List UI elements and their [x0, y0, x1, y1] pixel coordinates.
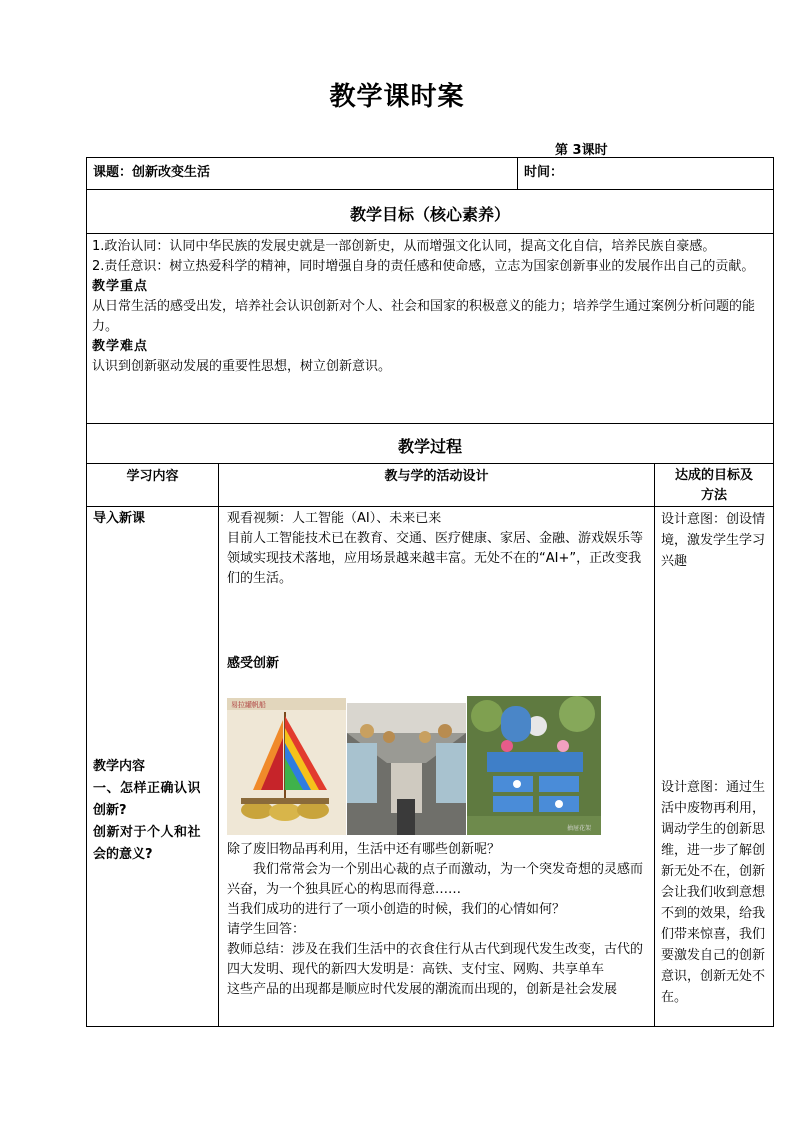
- col-header-content: [86, 463, 219, 507]
- col-header-activity: [218, 463, 655, 507]
- can-sailboat-photo: [227, 698, 346, 835]
- paragraph-5: 教师总结：涉及在我们生活中的衣食住行从古代到现代发生改变，古代的四大发明、现代的新四大发明是：高铁、支付宝、网购、共享单车: [227, 942, 644, 977]
- feel-innovation-heading: 感受创新: [227, 656, 280, 671]
- col-header-content-label: 学习内容: [126, 469, 179, 484]
- activity-video: 观看视频：人工智能（AI）、未来已来: [227, 511, 442, 526]
- bus-planters-photo: [347, 703, 466, 835]
- content-question-2: 创新?: [93, 803, 127, 818]
- topic-label: 课题：创新改变生活: [93, 165, 211, 180]
- activity-ai-text: 目前人工智能技术已在教育、交通、医疗健康、家居、金融、游戏娱乐等领域实现技术落地，应用场景越来越丰富。无处不在的“AI+”，正改变我们的生活。: [227, 531, 644, 586]
- drawer-flower-stand-photo: [467, 696, 601, 835]
- paragraph-4: 请学生回答：: [227, 922, 306, 937]
- content-question-4: 会的意义?: [93, 847, 153, 862]
- key-point-text: 从日常生活的感受出发，培养社会认识创新对个人、社会和国家的积极意义的能力；培养学生通过案例分析问题的能力。: [92, 299, 756, 334]
- paragraph-3: 当我们成功的进行了一项小创造的时候，我们的心情如何？: [227, 902, 566, 917]
- objectives-heading: 教学目标（核心素养）: [349, 205, 510, 224]
- col-header-goal-line1: 达成的目标及: [674, 468, 753, 483]
- col-header-goal-line2: 方法: [700, 488, 727, 503]
- time-label: 时间：: [524, 165, 564, 180]
- col-header-goal: [654, 463, 774, 507]
- difficulty-heading: 教学难点: [92, 339, 149, 354]
- objective-item-2: 2.责任意识：树立热爱科学的精神，同时增强自身的责任感和使命感，立志为国家创新事业的发展作出自己的贡献。: [92, 259, 755, 274]
- process-heading-cell: [86, 423, 774, 464]
- content-heading: 教学内容: [93, 759, 146, 774]
- key-point-heading: 教学重点: [92, 279, 149, 294]
- period-label: 第 3课时: [555, 143, 608, 158]
- process-heading: 教学过程: [397, 437, 462, 456]
- document-title: 教学课时案: [329, 82, 465, 112]
- paragraph-6: 这些产品的出现都是顺应时代发展的潮流而出现的，创新是社会发展: [227, 982, 618, 997]
- paragraph-1: 除了废旧物品再利用，生活中还有哪些创新呢？: [227, 842, 501, 857]
- content-cell: [86, 506, 219, 1027]
- objective-item-1: 1.政治认同：认同中华民族的发展史就是一部创新史，从而增强文化认同，提高文化自信，培养民族自豪感。: [92, 239, 716, 254]
- goal-design-intent-1: 设计意图：创设情境，激发学生学习兴趣: [661, 512, 766, 569]
- photo3-tag: 抽屉花架: [567, 825, 592, 832]
- col-header-activity-label: 教与学的活动设计: [384, 469, 489, 484]
- goal-design-intent-2: 设计意图：通过生活中废物再利用，调动学生的创新思维，进一步了解创新无处不在，创新会让我们收到意想不到的效果，给我们带来惊喜，我们要激发自己的创新意识，创新无处不在。: [661, 780, 766, 1005]
- activity-paragraphs: [227, 840, 650, 1000]
- topic-cell: [86, 157, 518, 190]
- intro-label: 导入新课: [93, 511, 146, 526]
- photo1-tag: 易拉罐帆船: [231, 701, 266, 709]
- difficulty-text: 认识到创新驱动发展的重要性思想，树立创新意识。: [92, 359, 392, 374]
- content-question-1: 一、怎样正确认识: [93, 781, 202, 796]
- goal-cell: [654, 506, 774, 1027]
- objectives-content: [92, 237, 770, 377]
- paragraph-2: 我们常常会为一个别出心裁的点子而激动，为一个突发奇想的灵感而兴奋，为一个独具匠心的构思而得意……: [227, 862, 644, 897]
- content-question-3: 创新对于个人和社: [93, 825, 202, 840]
- objectives-body-cell: [86, 233, 774, 424]
- activity-cell: [218, 506, 655, 1027]
- objectives-heading-cell: [86, 189, 774, 234]
- time-cell: [517, 157, 774, 190]
